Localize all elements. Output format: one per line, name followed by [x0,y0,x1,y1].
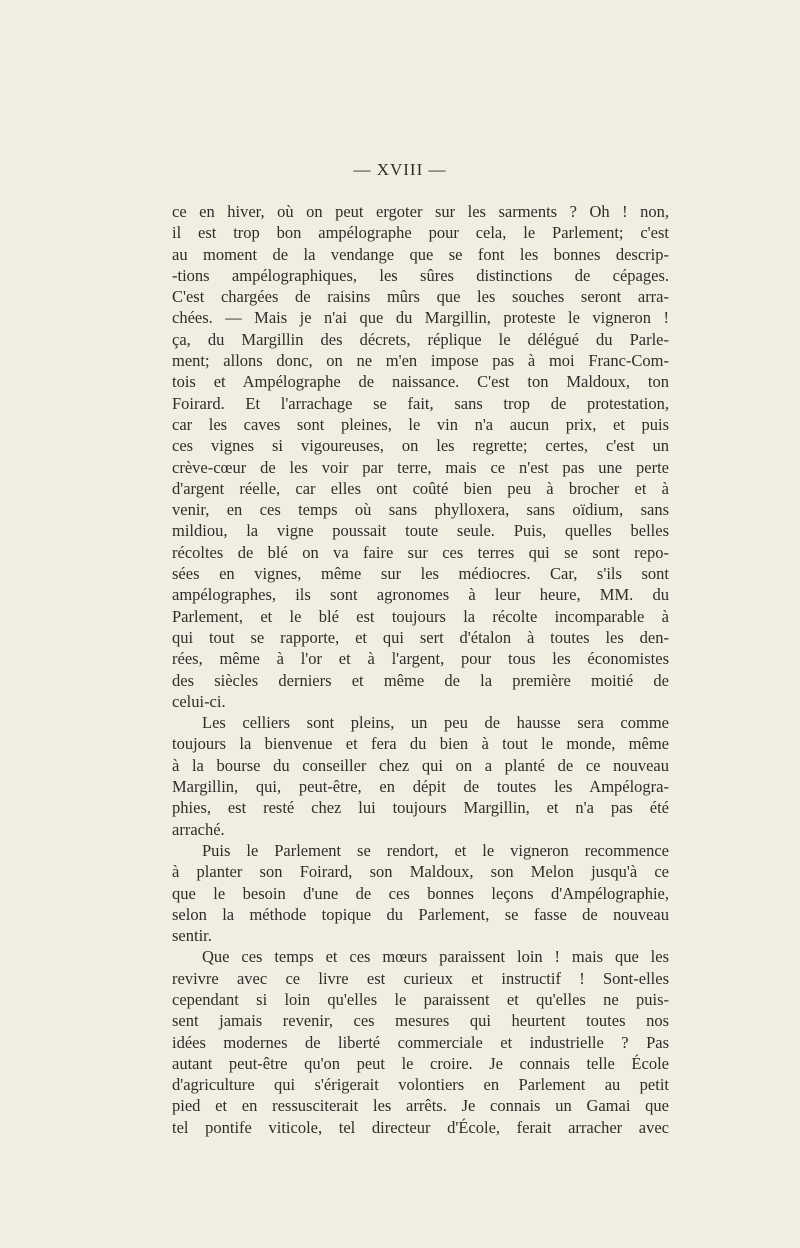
text-line: Que ces temps et ces mœurs paraissent loin ! mais que les [202,947,669,967]
text-line: -tions ampélographiques, les sûres distinctions de cépages. [172,265,669,285]
text-line: mildiou, la vigne poussait toute seule. Puis, quelles belles [172,521,669,541]
text-line: ce en hiver, où on peut ergoter sur les sarments ? Oh ! non, [172,202,669,221]
text-line: Les celliers sont pleins, un peu de hausse sera comme [202,713,669,733]
text-line: Margillin, qui, peut-être, en dépit de toutes les Ampélogra- [172,777,669,797]
text-line: sent jamais revenir, ces mesures qui heurtent toutes nos [172,1011,669,1031]
text-line: d'agriculture qui s'érigerait volontiers en Parlement au petit [172,1075,669,1095]
text-line: d'argent réelle, car elles ont coûté bien peu à brocher et à [172,478,669,498]
text-line: ampélographes, ils sont agronomes à leur heure, MM. du [172,585,669,605]
text-line: tois et Ampélographe de naissance. C'est ton Maldoux, ton [172,372,669,392]
text-line: que le besoin d'une de ces bonnes leçons d'Ampélographie, [172,883,669,903]
text-line: C'est chargées de raisins mûrs que les souches seront arra- [172,287,669,307]
text-line: Puis le Parlement se rendort, et le vigneron recommence [202,840,669,860]
text-line: ça, du Margillin des décrets, réplique le délégué du Parle- [172,329,669,349]
text-line: celui-ci. [172,691,226,711]
text-line: Parlement, et le blé est toujours la récolte incomparable à [172,606,669,626]
text-line: au moment de la vendange que se font les bonnes descrip- [172,244,669,264]
text-line: qui tout se rapporte, et qui sert d'étalon à toutes les den- [172,627,669,647]
text-line: ment; allons donc, on ne m'en impose pas à moi Franc-Com- [172,351,669,371]
text-line: toujours la bienvenue et fera du bien à tout le monde, même [172,734,669,754]
text-line: car les caves sont pleines, le vin n'a aucun prix, et puis [172,414,669,434]
text-line: Foirard. Et l'arrachage se fait, sans trop de protestation, [172,393,669,413]
body-text [172,201,669,1138]
text-line: idées modernes de liberté commerciale et industrielle ? Pas [172,1032,669,1052]
text-line: des siècles derniers et même de la première moitié de [172,670,669,690]
text-line: tel pontife viticole, tel directeur d'École, ferait arracher avec [172,1117,669,1137]
text-line: rées, même à l'or et à l'argent, pour tous les économistes [172,649,669,669]
text-line: selon la méthode topique du Parlement, se fasse de nouveau [172,904,669,924]
text-line: cependant si loin qu'elles le paraissent et qu'elles ne puis- [172,989,669,1009]
text-line: sées en vignes, même sur les médiocres. Car, s'ils sont [172,564,669,584]
text-line: phies, est resté chez lui toujours Margillin, et n'a pas été [172,798,669,818]
text-line: revivre avec ce livre est curieux et instructif ! Sont-elles [172,968,669,988]
text-line: récoltes de blé on va faire sur ces terres qui se sont repo- [172,542,669,562]
text-line: venir, en ces temps où sans phylloxera, sans oïdium, sans [172,500,669,520]
text-line: chées. — Mais je n'ai que du Margillin, proteste le vigneron ! [172,308,669,328]
text-line: pied et en ressusciterait les arrêts. Je connais un Gamai que [172,1096,669,1116]
text-line: à la bourse du conseiller chez qui on a planté de ce nouveau [172,755,669,775]
text-line: crève-cœur de les voir par terre, mais ce n'est pas une perte [172,457,669,477]
text-line: il est trop bon ampélographe pour cela, le Parlement; c'est [172,223,669,243]
text-line: autant peut-être qu'on peut le croire. Je connais telle École [172,1053,669,1073]
text-line: sentir. [172,926,212,946]
text-line: à planter son Foirard, son Maldoux, son Melon jusqu'à ce [172,862,669,882]
text-line: ces vignes si vigoureuses, on les regrette; certes, c'est un [172,436,669,456]
text-line: arraché. [172,819,225,839]
page-number: — XVIII — [353,160,447,179]
